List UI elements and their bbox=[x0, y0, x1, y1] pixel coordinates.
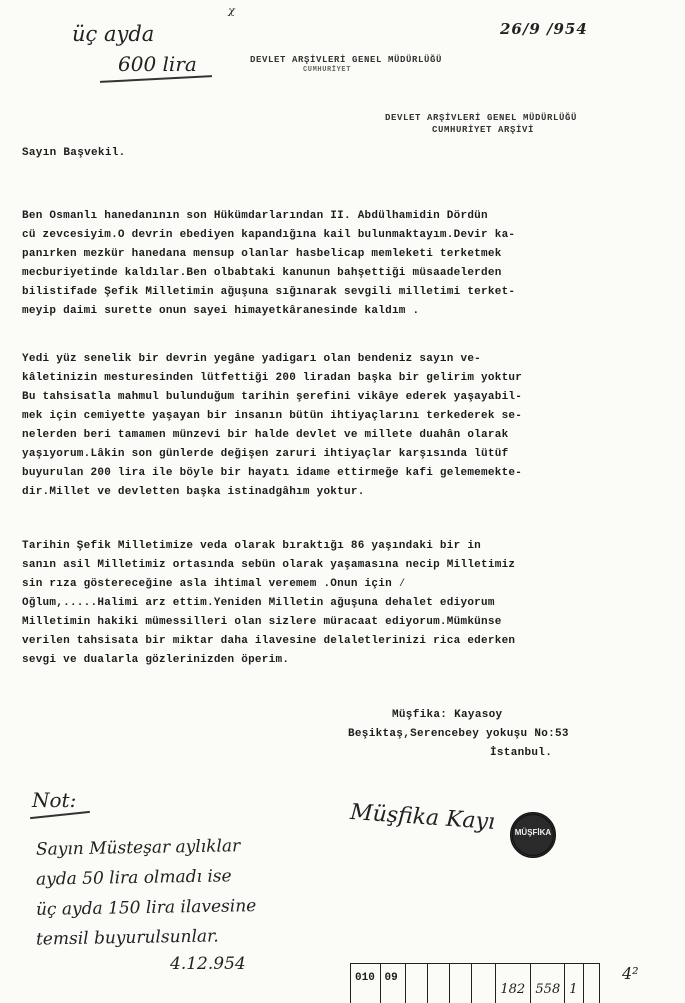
sender-address: Beşiktaş,Serencebey yokuşu No:53 bbox=[348, 728, 569, 740]
paragraph-line: mecburiyetinde kaldılar.Ben olbabtaki kanunun bahşettiği müsaadelerden bbox=[22, 267, 502, 279]
paragraph-line: mek için cemiyette yaşayan bir insanın bütün ihtiyaçlarını terkederek se- bbox=[22, 410, 523, 422]
archive-code-cell: 558 bbox=[531, 964, 565, 1003]
archive-code-box bbox=[350, 963, 600, 1003]
archive-stamp-right: DEVLET ARŞİVLERİ GENEL MÜDÜRLÜĞÜ bbox=[385, 113, 578, 123]
archive-code-cell: 1 bbox=[565, 964, 583, 1003]
paragraph-line: panırken mezkür hanedana mensup olanlar hasbelicap memleketi terketmek bbox=[22, 248, 502, 260]
archive-code-cell bbox=[584, 964, 599, 1003]
archive-code-cell: 09 bbox=[381, 964, 407, 1003]
paragraph-line: sanın asil Milletimiz ortasında sebün olarak yaşamasına necip Milletimiz bbox=[22, 559, 516, 571]
note-line: temsil buyurulsunlar. bbox=[35, 926, 219, 950]
archive-code-cell bbox=[428, 964, 450, 1003]
seal-text: MÜŞFİKA bbox=[514, 828, 552, 837]
paragraph-line: yaşıyorum.Lâkin son günlerde değişen zaruri ihtiyaçlar karşısında lütüf bbox=[22, 448, 509, 460]
paragraph-line: Milletimin hakiki mümessilleri olan sizlere müracaat ediyorum.Mümkünse bbox=[22, 616, 502, 628]
handwritten-mark: ᵡ bbox=[228, 4, 235, 25]
paragraph-line: kâletinizin mesturesinden lütfettiği 200 liradan başka bir gelirim yoktur bbox=[22, 372, 523, 384]
paragraph-line: Yedi yüz senelik bir devrin yegâne yadigarı olan bendeniz sayın ve- bbox=[22, 353, 482, 365]
note-line: ayda 50 lira olmadı ise bbox=[35, 866, 232, 890]
paragraph-line: Tarihin Şefik Milletimize veda olarak bıraktığı 86 yaşındaki bir in bbox=[22, 540, 482, 552]
note-line: üç ayda 150 lira ilavesine bbox=[35, 896, 257, 920]
paragraph-line: cü zevcesiyim.O devrin ebediyen kapandığına kail bulunmaktayım.Devir ka- bbox=[22, 229, 516, 241]
paragraph-line: Bu tahsisatla mahmul bulunduğum tarihin şerefini vikâye ederek yaşayabil- bbox=[22, 391, 523, 403]
sender-name: Müşfika: Kayasoy bbox=[392, 709, 503, 721]
paragraph-line: sevgi ve dualarla gözlerinizden öperim. bbox=[22, 654, 290, 666]
archive-stamp-top: DEVLET ARŞİVLERİ GENEL MÜDÜRLÜĞÜ bbox=[250, 55, 443, 65]
paragraph-line: buyurulan 200 lira ile böyle bir hayatı idame ettirmeğe kafi gelememekte- bbox=[22, 467, 523, 479]
paragraph-line: bilistifade Şefik Milletimin ağuşuna sığınarak sevgili milletimi terket- bbox=[22, 286, 516, 298]
personal-seal bbox=[510, 812, 556, 858]
paragraph-line: sin rıza göstereceğine asla ihtimal veremem .Onun için ⁄ bbox=[22, 578, 406, 590]
paragraph-line: meyip daimi surette onun sayei himayetkâranesinde kaldım . bbox=[22, 305, 420, 317]
page-number: 4² bbox=[622, 964, 639, 983]
salutation: Sayın Başvekil. bbox=[22, 147, 126, 159]
letter-date: 26/9 /954 bbox=[500, 20, 588, 38]
note-line: Sayın Müsteşar aylıklar bbox=[35, 836, 241, 860]
archive-stamp-right-sub: CUMHURİYET ARŞİVİ bbox=[432, 125, 535, 135]
paragraph-line: Ben Osmanlı hanedanının son Hükümdarlarından II. Abdülhamidin Dördün bbox=[22, 210, 488, 222]
archive-code-cell bbox=[450, 964, 472, 1003]
paragraph-line: dir.Millet ve devletten başka istinadgâhım yoktur. bbox=[22, 486, 365, 498]
note-heading-underline bbox=[30, 811, 90, 819]
archive-code-cell: 010 bbox=[351, 964, 381, 1003]
note-date: 4.12.954 bbox=[170, 954, 246, 974]
handwritten-underline bbox=[100, 75, 212, 83]
archive-code-cell bbox=[406, 964, 428, 1003]
handwritten-amount-line2: 600 lira bbox=[118, 52, 197, 76]
paragraph-line: Oğlum,.....Halimi arz ettim.Yeniden Milletin ağuşuna dehalet ediyorum bbox=[22, 597, 495, 609]
archive-stamp-top-sub: CUMHURİYET bbox=[303, 66, 352, 74]
note-heading: Not: bbox=[32, 788, 77, 812]
sender-city: İstanbul. bbox=[490, 747, 553, 759]
paragraph-line: nelerden beri tamamen münzevi bir halde devlet ve millete duahân olarak bbox=[22, 429, 509, 441]
archive-code-cell: 182 bbox=[496, 964, 531, 1003]
handwritten-signature: Müşfika Kayı bbox=[349, 799, 496, 836]
handwritten-amount-line1: üç ayda bbox=[72, 22, 155, 46]
archive-code-cell bbox=[472, 964, 496, 1003]
paragraph-line: verilen tahsisata bir miktar daha ilavesine delaletlerinizi rica ederken bbox=[22, 635, 516, 647]
